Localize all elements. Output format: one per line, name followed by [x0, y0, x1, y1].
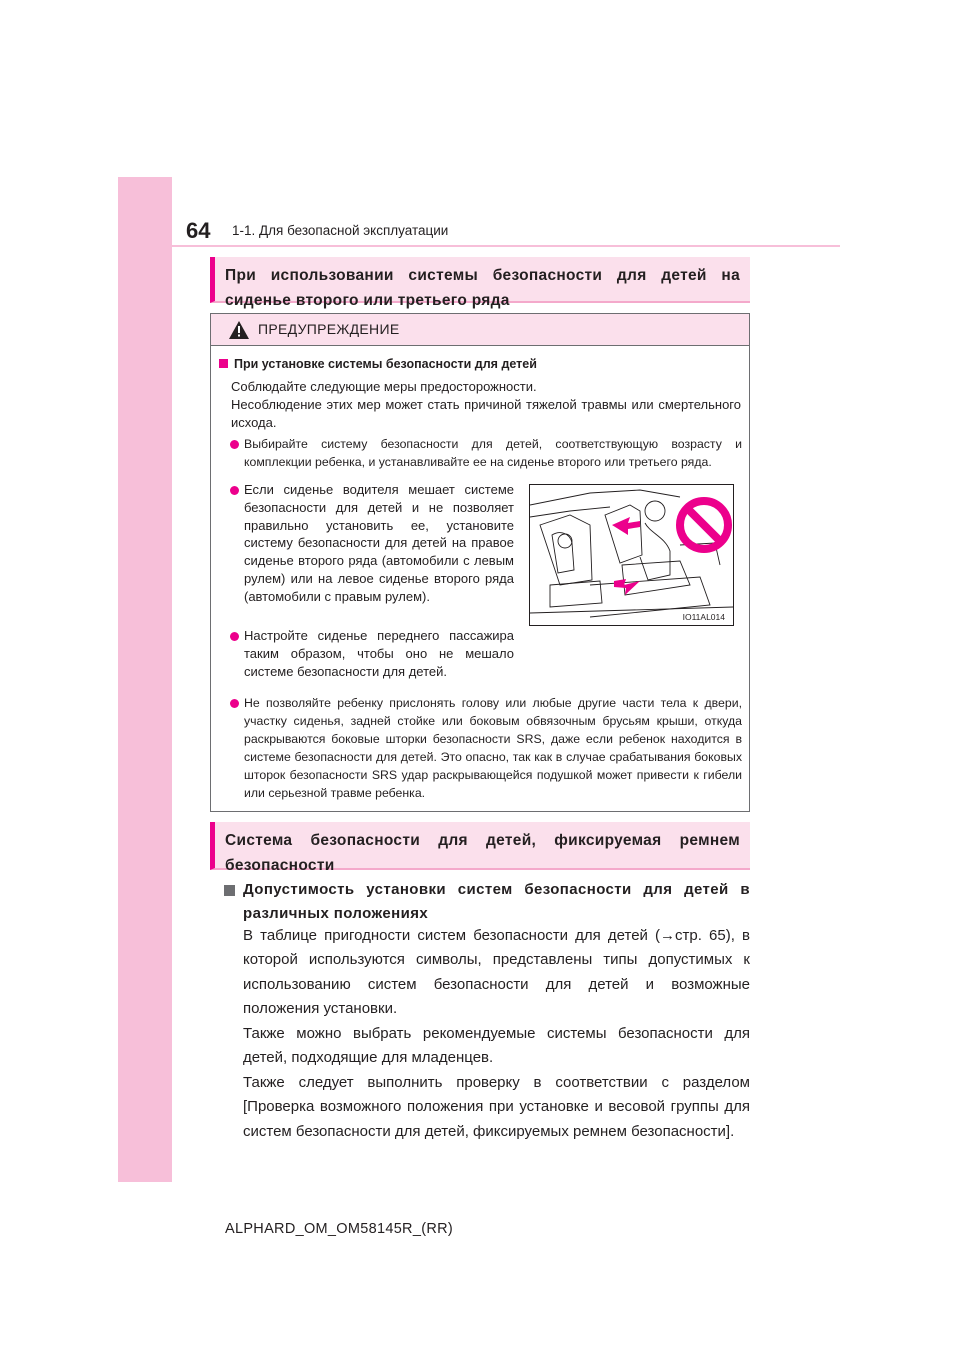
warning-bullet-2: Если сиденье водителя мешает системе безопасности для детей и не позволяет правильно установить ее, установите систему безопасности для детей на правое сиденье второго ряда (автомобили с левым рулем) или на левое сиденье второго ряда (автомобили с правым рулем).: [244, 482, 514, 604]
body-paragraph-1: В таблице пригодности систем безопасности для детей (→стр. 65), в которой используются символы, представлены типы допустимых к использованию систем безопасности для детей и возможные положения установки.: [243, 927, 750, 1017]
section-heading-belt-fixed: Система безопасности для детей, фиксируемая ремнем безопасности: [210, 822, 750, 870]
body-subheading: [224, 878, 750, 926]
warning-subheading-text: При установке системы безопасности для детей: [234, 357, 537, 371]
bullet-dot-icon: [230, 440, 239, 449]
warning-bullet-1: Выбирайте систему безопасности для детей, соответствующую возрасту и комплекции ребенка, и устанавливайте ее на сиденье второго или третьего ряда.: [244, 437, 742, 469]
body-paragraph-3: Также следует выполнить проверку в соответствии с разделом [Проверка возможного положения при установке и весовой группы для систем безопасности для детей, фиксируемых ремнем безопасности].: [243, 1074, 750, 1140]
bullet-dot-icon: [230, 486, 239, 495]
warning-triangle-icon: [228, 320, 250, 340]
warning-header: [211, 314, 749, 346]
body-paragraph-2: Также можно выбрать рекомендуемые системы безопасности для детей, подходящие для младенцев.: [243, 1025, 750, 1067]
bullet-dot-icon: [230, 632, 239, 641]
warning-box: [210, 313, 750, 812]
seat-prohibited-illustration: [529, 484, 734, 626]
warning-intro-2: Несоблюдение этих мер может стать причиной тяжелой травмы или смертельного исхода.: [231, 397, 741, 430]
car-seat-illustration: [530, 485, 733, 625]
square-bullet-icon: [224, 885, 235, 896]
square-bullet-icon: [219, 359, 228, 368]
page-number: 64: [186, 218, 211, 243]
header-rule: [172, 245, 840, 247]
warning-subheading: [219, 357, 537, 371]
warning-intro-1: Соблюдайте следующие меры предосторожности.: [231, 379, 537, 394]
document-code: ALPHARD_OM_OM58145R_(RR): [225, 1221, 453, 1237]
bullet-dot-icon: [230, 699, 239, 708]
warning-bullet-4: Не позволяйте ребенку прислонять голову или любые другие части тела к двери, участку сиденья, задней стойке или боковым обвязочным брусьям крыши, откуда раскрываются боковые шторки безопасности SRS, даже если ребенок находится в системе безопасности для детей. Это опасно, так как в случае срабатывания боковых шторок безопасности SRS удар раскрывающейся подушкой может привести к гибели или серьезной травме ребенка.: [244, 696, 742, 800]
chapter-title: 1-1. Для безопасной эксплуатации: [232, 223, 449, 238]
side-tab: [118, 177, 172, 1182]
body-subheading-text: Допустимость установки систем безопасности для детей в различных положениях: [243, 881, 750, 922]
warning-title: ПРЕДУПРЕЖДЕНИЕ: [258, 321, 400, 337]
illustration-code: IO11AL014: [682, 612, 725, 622]
section-heading-second-third-row: При использовании системы безопасности для детей на сиденье второго или третьего ряда: [210, 257, 750, 303]
warning-bullet-3: Настройте сиденье переднего пассажира таким образом, чтобы оно не мешало системе безопасности для детей.: [244, 628, 514, 679]
